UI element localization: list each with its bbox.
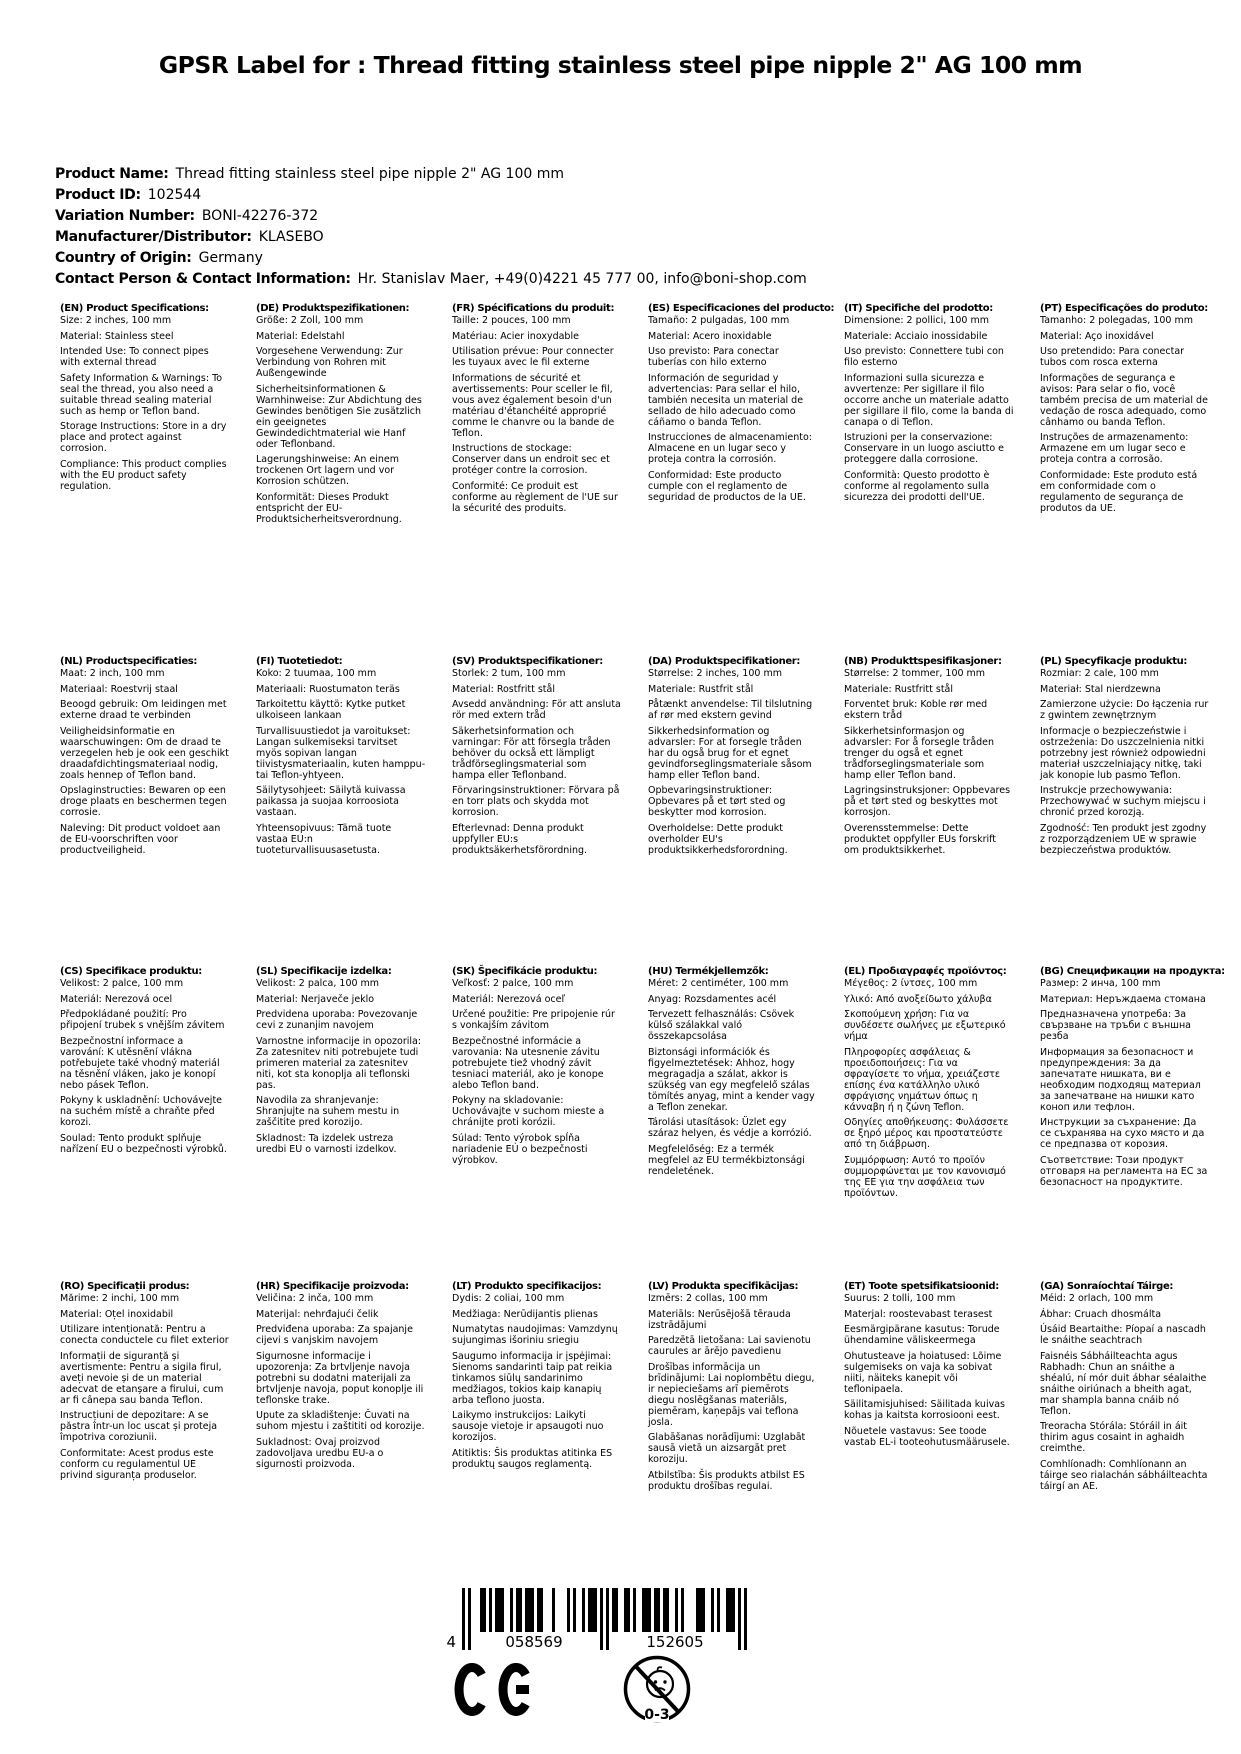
spec-block-hu — [648, 966, 818, 1181]
product-info-label: Product Name: — [55, 166, 169, 182]
spec-paragraphs — [452, 978, 622, 1166]
spec-block-el — [844, 966, 1014, 1203]
spec-paragraph: Rozmiar: 2 cale, 100 mm — [1040, 668, 1159, 679]
spec-paragraph: Megfelelőség: Ez a termék megfelel az EU termékbiztonsági rendeletének. — [648, 1143, 805, 1177]
spec-paragraph: Informations de sécurité et avertissements: Pour sceller le fil, vous avez également besoin d'un matériau d'étanchéité approprié comme le chanvre ou la bande de Teflon. — [452, 372, 615, 439]
spec-block-pt — [1040, 303, 1210, 518]
spec-paragraph: Velikost: 2 palce, 100 mm — [60, 978, 184, 989]
spec-paragraph: Naleving: Dit product voldoet aan de EU-voorschriften voor productveiligheid. — [60, 822, 221, 856]
spec-paragraph: Tamaño: 2 pulgadas, 100 mm — [648, 315, 790, 326]
spec-heading: (ES) Especificaciones del producto: — [648, 303, 835, 314]
product-info-row — [55, 248, 807, 269]
spec-paragraph: Istruzioni per la conservazione: Conservare in un luogo asciutto e proteggere dalla corrosione. — [844, 432, 1005, 465]
spec-paragraph: Материал: Неръждаема стомана — [1040, 993, 1206, 1005]
spec-paragraph: Säilytysohjeet: Säilytä kuivassa paikassa ja suojaa korroosiota vastaan. — [256, 785, 406, 818]
spec-paragraph: Glabāšanas norādījumi: Uzglabāt sausā vietā un aizsargāt pret koroziju. — [648, 1432, 806, 1465]
spec-paragraph: Soulad: Tento produkt splňuje nařízení EU o bezpečnosti výrobků. — [60, 1132, 227, 1155]
spec-paragraph: Instruções de armazenamento: Armazene em um lugar seco e proteja contra a corrosão. — [1040, 432, 1189, 465]
spec-block-pl — [1040, 656, 1210, 860]
spec-paragraph: Forventet bruk: Koble rør med ekstern tråd — [844, 699, 988, 721]
spec-paragraph: Nõuetele vastavus: See toode vastab EL-i tooteohutusmäärusele. — [844, 1425, 1010, 1448]
spec-heading: (ET) Toote spetsifikatsioonid: — [844, 1281, 999, 1292]
spec-block-sv — [452, 656, 622, 860]
spec-paragraph: Navodila za shranjevanje: Shranjujte na suhem mestu in zaščitite pred korozijo. — [256, 1095, 400, 1128]
spec-paragraph: Størrelse: 2 inches, 100 mm — [648, 668, 782, 679]
spec-paragraph: Maat: 2 inch, 100 mm — [60, 668, 165, 679]
spec-paragraphs — [256, 668, 426, 856]
spec-paragraph: Οδηγίες αποθήκευσης: Φυλάσσετε σε ξηρό μέρος και προστατεύστε από τη διάβρωση. — [844, 1117, 1009, 1150]
spec-paragraph: Anyag: Rozsdamentes acél — [648, 993, 777, 1005]
spec-block-es — [648, 303, 835, 507]
spec-paragraphs — [1040, 668, 1210, 856]
spec-paragraph: Beoogd gebruik: Om leidingen met externe draad te verbinden — [60, 699, 227, 721]
spec-paragraph: Dydis: 2 coliai, 100 mm — [452, 1293, 565, 1304]
spec-paragraph: Materiál: Nerezová ocel — [60, 993, 173, 1005]
spec-paragraph: Drošības informācija un brīdinājumi: Lai noplombētu diegu, ir nepieciešams arī piemērots diegu noslēgšanas materiāls, piemēram, kaņepājs vai teflona josla. — [648, 1361, 815, 1428]
spec-paragraph: Materiale: Rustfrit stål — [648, 683, 754, 695]
product-info-row — [55, 185, 807, 206]
spec-paragraph: Instrucțiuni de depozitare: A se păstra într-un loc uscat și proteja împotriva coroziunii. — [60, 1410, 218, 1443]
spec-paragraph: Avsedd användning: För att ansluta rör med extern tråd — [452, 699, 621, 721]
spec-paragraph: Säilitamisjuhised: Säilitada kuivas kohas ja kaitsta korrosiooni eest. — [844, 1399, 1005, 1421]
spec-heading: (EN) Product Specifications: — [60, 303, 209, 314]
spec-paragraph: Lagerungshinweise: An einem trockenen Ort lagern und vor Korrosion schützen. — [256, 454, 400, 487]
spec-paragraph: Compliance: This product complies with the EU product safety regulation. — [60, 458, 227, 492]
spec-paragraph: Méid: 2 orlach, 100 mm — [1040, 1293, 1154, 1304]
spec-paragraph: Matériau: Acier inoxydable — [452, 330, 579, 342]
spec-heading: (EL) Προδιαγραφές προϊόντος: — [844, 966, 1007, 977]
spec-paragraph: Koko: 2 tuumaa, 100 mm — [256, 668, 377, 679]
product-info-row — [55, 206, 807, 227]
spec-paragraph: Comhlíonadh: Comhlíonann an táirge seo rialachán sábháilteachta táirgí an AE. — [1040, 1458, 1208, 1492]
spec-paragraph: Numatytas naudojimas: Vamzdynų sujungimas išoriniu sriegiu — [452, 1324, 618, 1346]
product-info — [55, 164, 807, 290]
spec-paragraph: Lagringsinstruksjoner: Oppbevares på et tørt sted og beskyttes mot korrosjon. — [844, 785, 1011, 818]
spec-paragraph: Konformität: Dieses Produkt entspricht der EU-Produktsicherheitsverordnung. — [256, 491, 402, 525]
spec-paragraphs — [844, 1293, 1014, 1448]
spec-paragraph: Информация за безопасност и предупреждения: За да запечатате нишката, ви е необходим подходящ материал за запечатване на нишки като коноп или тефлон. — [1040, 1046, 1201, 1113]
product-info-value: Thread fitting stainless steel pipe nipple 2" AG 100 mm — [175, 166, 564, 182]
spec-heading: (BG) Спецификации на продукта: — [1040, 966, 1225, 977]
spec-paragraph: Materiał: Stal nierdzewna — [1040, 683, 1161, 695]
spec-paragraph: Uso previsto: Connettere tubi con filo esterno — [844, 346, 1004, 368]
spec-paragraph: Varnostne informacije in opozorila: Za zatesnitev niti potrebujete tudi primeren material za zatesnitev niti, kot sta konoplja ali teflonski pas. — [256, 1035, 422, 1091]
spec-paragraph: Material: Rostfritt stål — [452, 683, 555, 695]
spec-paragraph: Πληροφορίες ασφάλειας & προειδοποιήσεις: Για να σφραγίσετε το νήμα, χρειάζεστε επίσης ένα κατάλληλο υλικό σφράγισης νημάτων όπως η κάνναβη ή η ζώνη Teflon. — [844, 1046, 1000, 1113]
barcode-right-digits: 152605 — [646, 1633, 704, 1651]
spec-heading: (FR) Spécifications du produit: — [452, 303, 615, 314]
spec-grid — [60, 303, 1225, 1496]
spec-paragraph: Material: Oțel inoxidabil — [60, 1308, 174, 1320]
page-title: GPSR Label for : Thread fitting stainless steel pipe nipple 2" AG 100 mm — [158, 51, 1083, 79]
spec-paragraph: Paredzētā lietošana: Lai savienotu caurules ar ārējo pavedienu — [648, 1335, 811, 1357]
spec-block-it — [844, 303, 1014, 507]
spec-heading: (SL) Specifikacije izdelka: — [256, 966, 392, 977]
spec-paragraph: Veiligheidsinformatie en waarschuwingen: Om de draad te verzegelen heb je ook een geschikt draadafdichtingsmateriaal nodig, zoals hennep of Teflon band. — [60, 725, 229, 781]
spec-paragraph: Izmērs: 2 collas, 100 mm — [648, 1293, 768, 1304]
spec-paragraph: Biztonsági információk és figyelmeztetések: Ahhoz, hogy megragadja a szálat, akkor is szükség van egy megfelelő szálas tömítés anyag, mint a kender vagy a Teflon zenekar. — [648, 1046, 815, 1113]
spec-paragraph: Upute za skladištenje: Čuvati na suhom mjestu i zaštititi od korozije. — [256, 1410, 425, 1432]
spec-paragraph: Utilizare intenționată: Pentru a conecta conductele cu filet exterior — [60, 1324, 229, 1346]
spec-paragraph: Overensstemmelse: Dette produktet oppfyller EUs forskrift om produktsikkerhet. — [844, 822, 997, 856]
spec-paragraph: Conformità: Questo prodotto è conforme al regolamento sulla sicurezza dei prodotti dell'UE. — [844, 469, 990, 503]
spec-block-lv — [648, 1281, 818, 1496]
spec-paragraph: Size: 2 inches, 100 mm — [60, 315, 172, 326]
spec-paragraph: Instrukcje przechowywania: Przechowywać w suchym miejscu i chronić przed korozją. — [1040, 785, 1206, 818]
spec-heading: (LT) Produkto specifikacijos: — [452, 1281, 602, 1292]
spec-paragraph: Tárolási utasítások: Üzlet egy száraz helyen, és védje a korrózió. — [648, 1117, 812, 1139]
spec-block-nb — [844, 656, 1014, 860]
spec-paragraph: Taille: 2 pouces, 100 mm — [452, 315, 571, 326]
spec-paragraphs — [844, 668, 1014, 856]
spec-heading: (NB) Produkttspesifikasjoner: — [844, 656, 1002, 667]
spec-paragraph: Tamanho: 2 polegadas, 100 mm — [1040, 315, 1193, 326]
spec-paragraph: Informações de segurança e avisos: Para selar o fio, você também precisa de um material de vedação de rosca adequado, como cânhamo ou banda Teflon. — [1040, 372, 1208, 428]
spec-paragraphs — [648, 978, 818, 1177]
spec-paragraph: Material: Acero inoxidable — [648, 330, 772, 342]
product-info-value: KLASEBO — [258, 229, 324, 245]
spec-paragraph: Material: Edelstahl — [256, 330, 345, 342]
spec-paragraphs — [648, 1293, 818, 1492]
age-warning-0-3-icon — [622, 1654, 692, 1726]
spec-paragraph: Bezpečnostné informácie a varovania: Na utesnenie závitu potrebujete tiež vhodný závit tesniaci materiál, ako je konope alebo Teflon band. — [452, 1035, 604, 1091]
spec-heading: (DA) Produktspecifikationer: — [648, 656, 801, 667]
product-info-label: Contact Person & Contact Information: — [55, 271, 351, 287]
spec-paragraph: Súlad: Tento výrobok spĺňa nariadenie EÚ o bezpečnosti výrobkov. — [452, 1132, 588, 1166]
spec-paragraph: Pokyny na skladovanie: Uchovávajte v suchom mieste a chránijte proti korózii. — [452, 1095, 605, 1128]
spec-heading: (HR) Specifikacije proizvoda: — [256, 1281, 409, 1292]
spec-paragraph: Safety Information & Warnings: To seal the thread, you also need a suitable thread sealing material such as hemp or Teflon band. — [60, 372, 223, 417]
product-info-value: BONI-42276-372 — [201, 208, 319, 224]
spec-paragraphs — [60, 1293, 230, 1481]
spec-paragraph: Laikymo instrukcijos: Laikyti sausoje vietoje ir apsaugoti nuo korozijos. — [452, 1410, 604, 1443]
spec-block-lt — [452, 1281, 622, 1474]
spec-paragraph: Инструкции за съхранение: Да се съхранява на сухо място и да се предпазва от корозия. — [1040, 1117, 1205, 1150]
spec-heading: (PT) Especificações do produto: — [1040, 303, 1208, 314]
spec-paragraph: Méret: 2 centiméter, 100 mm — [648, 978, 789, 989]
spec-paragraph: Sukladnost: Ovaj proizvod zadovoljava uredbu EU-a o sigurnosti proizvoda. — [256, 1436, 384, 1470]
spec-paragraph: Conformidad: Este producto cumple con el reglamento de seguridad de productos de la UE. — [648, 469, 806, 503]
spec-paragraph: Bezpečnostní informace a varování: K utěsnění vlákna potřebujete také vhodný materiál na těsnění vláken, jako je konopí nebo pásek Teflon. — [60, 1035, 220, 1091]
spec-paragraph: Materiale: Acciaio inossidabile — [844, 330, 988, 342]
spec-block-en — [60, 303, 230, 496]
spec-block-cs — [60, 966, 230, 1159]
spec-paragraph: Materijal: nehrđajući čelik — [256, 1308, 379, 1320]
spec-paragraph: Úsáid Beartaithe: Píopaí a nascadh le snáithe seachtrach — [1040, 1324, 1206, 1346]
spec-paragraph: Informații de siguranță și avertismente: Pentru a sigila firul, aveți nevoie și de un material adecvat de etanșare a firului, cum ar fi cânepa sau banda Teflon. — [60, 1350, 224, 1406]
spec-heading: (HU) Termékjellemzők: — [648, 966, 769, 977]
spec-paragraphs — [1040, 1293, 1210, 1492]
ce-mark-icon — [452, 1662, 530, 1718]
spec-paragraph: Storage Instructions: Store in a dry place and protect against corrosion. — [60, 421, 227, 454]
spec-paragraph: Storlek: 2 tum, 100 mm — [452, 668, 566, 679]
product-info-value: Hr. Stanislav Maer, +49(0)4221 45 777 00, info@boni-shop.com — [357, 271, 807, 287]
spec-block-de — [256, 303, 426, 529]
spec-paragraph: Μέγεθος: 2 ίντσες, 100 mm — [844, 978, 978, 989]
spec-paragraph: Förvaringsinstruktioner: Förvara på en torr plats och skydda mot korrosion. — [452, 785, 620, 818]
spec-paragraph: Materiaali: Ruostumaton teräs — [256, 683, 400, 695]
spec-block-hr — [256, 1281, 426, 1474]
spec-paragraph: Tervezett felhasználás: Csövek külső szálakkal való összekapcsolása — [648, 1009, 795, 1042]
spec-paragraph: Información de seguridad y advertencias: Para sellar el hilo, también necesita un material de sellado de hilo adecuado como cáñamo o banda Teflon. — [648, 372, 804, 428]
spec-block-bg — [1040, 966, 1225, 1192]
spec-paragraph: Размер: 2 инча, 100 mm — [1040, 978, 1161, 989]
spec-paragraph: Efterlevnad: Denna produkt uppfyller EU:s produktsäkerhetsförordning. — [452, 822, 588, 856]
spec-paragraph: Påtænkt anvendelse: Til tilslutning af rør med ekstern gevind — [648, 699, 813, 721]
spec-heading: (SV) Produktspecifikationer: — [452, 656, 603, 667]
spec-paragraph: Intended Use: To connect pipes with external thread — [60, 346, 209, 368]
spec-block-ga — [1040, 1281, 1210, 1496]
spec-paragraph: Υλικό: Από ανοξείδωτο χάλυβα — [844, 993, 992, 1005]
spec-block-sl — [256, 966, 426, 1159]
product-info-label: Variation Number: — [55, 208, 195, 224]
spec-paragraph: Overholdelse: Dette produkt overholder EU's produktsikkerhedsforordning. — [648, 822, 788, 856]
spec-paragraph: Určené použitie: Pre pripojenie rúr s vonkajším závitom — [452, 1009, 615, 1031]
spec-paragraph: Συμμόρφωση: Αυτό το προϊόν συμμορφώνεται με τον κανονισμό της ΕΕ για την ασφάλεια των προϊόντων. — [844, 1154, 1006, 1199]
spec-paragraph: Vorgesehene Verwendung: Zur Verbindung von Rohren mit Außengewinde — [256, 346, 403, 379]
spec-paragraph: Opbevaringsinstruktioner: Opbevares på et tørt sted og beskytter mod korrosion. — [648, 785, 786, 818]
spec-block-ro — [60, 1281, 230, 1485]
product-info-row — [55, 164, 807, 185]
spec-paragraph: Sikkerhetsinformasjon og advarsler: For å forsegle tråden trenger du også et egnet trådforseglingsmateriale som hamp eller Teflon band. — [844, 725, 995, 781]
spec-paragraph: Atbilstība: Šis produkts atbilst ES produktu drošības regulai. — [648, 1469, 805, 1492]
spec-heading: (RO) Specificații produs: — [60, 1281, 190, 1292]
ean13-barcode — [446, 1588, 747, 1654]
spec-paragraph: Materiale: Rustfritt stål — [844, 683, 954, 695]
spec-paragraph: Veličina: 2 inča, 100 mm — [256, 1293, 374, 1304]
spec-heading: (PL) Specyfikacje produktu: — [1040, 656, 1188, 667]
spec-paragraph: Größe: 2 Zoll, 100 mm — [256, 315, 364, 326]
spec-paragraphs — [256, 1293, 426, 1470]
barcode-lead-digit: 4 — [446, 1633, 456, 1651]
spec-paragraphs — [60, 978, 230, 1155]
age-warning-label: 0-3 — [644, 1707, 670, 1723]
spec-block-fr — [452, 303, 622, 518]
spec-paragraph: Suurus: 2 tolli, 100 mm — [844, 1293, 956, 1304]
product-info-label: Country of Origin: — [55, 250, 192, 266]
spec-heading: (CS) Specifikace produktu: — [60, 966, 202, 977]
spec-heading: (IT) Specifiche del prodotto: — [844, 303, 993, 314]
spec-paragraph: Předpokládané použití: Pro připojení trubek s vnějším závitem — [60, 1009, 225, 1031]
spec-paragraph: Saugumo informacija ir įspėjimai: Sienoms sandarinti taip pat reikia tinkamos siūlų sandarinimo medžiagos, tokios kaip kanapių arba teflono juosta. — [452, 1350, 613, 1406]
spec-paragraph: Ábhar: Cruach dhosmálta — [1040, 1308, 1162, 1320]
spec-paragraph: Zgodność: Ten produkt jest zgodny z rozporządzeniem UE w sprawie bezpieczeństwa produktów. — [1040, 822, 1207, 856]
product-info-label: Manufacturer/Distributor: — [55, 229, 252, 245]
spec-block-fi — [256, 656, 426, 860]
spec-block-nl — [60, 656, 230, 860]
spec-paragraph: Conformitate: Acest produs este conform cu regulamentul UE privind siguranța produselor. — [60, 1447, 214, 1481]
spec-paragraph: Veľkosť: 2 palce, 100 mm — [452, 978, 574, 989]
spec-paragraph: Material: Aço inoxidável — [1040, 330, 1154, 342]
spec-paragraphs — [648, 668, 818, 856]
spec-heading: (FI) Tuotetiedot: — [256, 656, 343, 667]
spec-paragraph: Mărime: 2 inchi, 100 mm — [60, 1293, 180, 1304]
spec-paragraph: Yhteensopivuus: Tämä tuote vastaa EU:n tuoteturvallisuusasetusta. — [256, 822, 392, 856]
spec-paragraph: Predvidena uporaba: Povezovanje cevi z zunanjim navojem — [256, 1009, 418, 1031]
spec-paragraph: Treoracha Stórála: Stóráil in áit thirim agus cosaint in aghaidh creimthe. — [1040, 1421, 1188, 1454]
spec-paragraphs — [1040, 315, 1210, 514]
spec-paragraph: Zamierzone użycie: Do łączenia rur z gwintem zewnętrznym — [1040, 699, 1209, 721]
spec-paragraph: Medžiaga: Nerūdijantis plienas — [452, 1308, 598, 1320]
spec-paragraph: Sigurnosne informacije i upozorenja: Za brtvljenje navoja potrebni su dodatni materijali za brtvljenje navoja, poput konoplje ili teflonske trake. — [256, 1350, 424, 1406]
spec-paragraphs — [648, 315, 818, 503]
spec-paragraph: Ohutusteave ja hoiatused: Lõime sulgemiseks on vaja ka sobivat niiti, näiteks kanepit või teflonipaela. — [844, 1350, 1002, 1395]
spec-paragraph: Opslaginstructies: Bewaren op een droge plaats en beschermen tegen corrosie. — [60, 785, 227, 818]
spec-paragraph: Tarkoitettu käyttö: Kytke putket ulkoiseen lankaan — [256, 699, 406, 721]
spec-paragraphs — [256, 978, 426, 1155]
spec-paragraph: Σκοπούμενη χρήση: Για να συνδέσετε σωλήνες με εξωτερικό νήμα — [844, 1009, 1006, 1042]
product-info-label: Product ID: — [55, 187, 141, 203]
spec-paragraph: Størrelse: 2 tommer, 100 mm — [844, 668, 986, 679]
spec-paragraph: Säkerhetsinformation och varningar: För att försegla tråden behöver du också ett lämpligt trådförseglingsmaterial som hampa eller Teflonband. — [452, 725, 611, 781]
spec-paragraphs — [452, 1293, 622, 1470]
barcode-left-digits: 058569 — [505, 1633, 563, 1651]
spec-paragraph: Съответствие: Този продукт отговаря на регламента на ЕС за безопасност на продуктите. — [1040, 1154, 1208, 1188]
spec-paragraphs — [452, 668, 622, 856]
spec-heading: (NL) Productspecificaties: — [60, 656, 198, 667]
spec-paragraph: Turvallisuustiedot ja varoitukset: Langan sulkemiseksi tarvitset myös sopivan langan tiivistysmateriaalin, kuten hamppu- tai Teflon-yhtyeen. — [256, 725, 426, 781]
spec-paragraph: Uso pretendido: Para conectar tubos com rosca externa — [1040, 346, 1185, 368]
spec-paragraph: Materiāls: Nerūsējošā tērauda izstrādājumi — [648, 1308, 791, 1331]
spec-paragraph: Utilisation prévue: Pour connecter les tuyaux avec le fil externe — [452, 346, 614, 368]
spec-paragraphs — [844, 315, 1014, 503]
spec-paragraph: Предназначена употреба: За свързване на тръби с външна резба — [1040, 1009, 1191, 1042]
spec-paragraph: Informacje o bezpieczeństwie i ostrzeżenia: Do uszczelnienia nitki potrzebny jest również odpowiedni materiał uszczelniający nitkę, taki jak konopie lub pasmo Teflon. — [1040, 725, 1206, 781]
spec-block-da — [648, 656, 818, 860]
spec-paragraph: Material: Stainless steel — [60, 330, 174, 342]
spec-paragraph: Predviđena uporaba: Za spajanje cijevi s vanjskim navojem — [256, 1324, 413, 1346]
spec-block-sk — [452, 966, 622, 1170]
product-info-value: Germany — [198, 250, 263, 266]
spec-paragraph: Velikost: 2 palca, 100 mm — [256, 978, 380, 989]
spec-paragraphs — [844, 978, 1014, 1199]
spec-paragraph: Materiaal: Roestvrij staal — [60, 683, 178, 695]
spec-heading: (LV) Produkta specifikācijas: — [648, 1281, 799, 1292]
product-info-value: 102544 — [147, 187, 202, 203]
spec-paragraphs — [60, 315, 230, 492]
spec-heading: (GA) Sonraíochtaí Táirge: — [1040, 1281, 1174, 1292]
spec-heading: (SK) Špecifikácie produktu: — [452, 966, 598, 977]
spec-paragraph: Dimensione: 2 pollici, 100 mm — [844, 315, 989, 326]
spec-paragraphs — [1040, 978, 1210, 1188]
spec-paragraph: Material: Nerjaveče jeklo — [256, 993, 375, 1005]
spec-paragraphs — [452, 315, 622, 514]
spec-paragraph: Conformité: Ce produit est conforme au règlement de l'UE sur la sécurité des produits. — [452, 480, 618, 514]
spec-paragraph: Informazioni sulla sicurezza e avvertenze: Per sigillare il filo occorre anche un materiale adatto per sigillare il filo, come la banda di canapa o di Teflon. — [844, 372, 1014, 428]
spec-paragraph: Skladnost: Ta izdelek ustreza uredbi EU o varnosti izdelkov. — [256, 1132, 397, 1155]
product-info-row — [55, 269, 807, 290]
spec-paragraph: Instructions de stockage: Conserver dans un endroit sec et protéger contre la corrosion. — [452, 443, 610, 476]
spec-block-et — [844, 1281, 1014, 1452]
spec-paragraph: Atitiktis: Šis produktas atitinka ES produktų saugos reglamentą. — [452, 1447, 613, 1470]
spec-paragraph: Pokyny k uskladnění: Uchovávejte na suchém místě a chraňte před korozi. — [60, 1095, 223, 1128]
product-info-row — [55, 227, 807, 248]
spec-paragraph: Materjal: roostevabast terasest — [844, 1308, 993, 1320]
spec-paragraph: Sicherheitsinformationen & Warnhinweise: Zur Abdichtung des Gewindes benötigen Sie zusätzlich ein geeignetes Gewindedichtmaterial wie Hanf oder Teflonband. — [256, 383, 422, 450]
spec-paragraph: Eesmärgipärane kasutus: Torude ühendamine väliskeermega — [844, 1324, 1000, 1346]
spec-paragraph: Faisnéis Sábháilteachta agus Rabhadh: Chun an snáithe a shéalú, ní mór duit ábhar séalaithe snáithe oiriúnach a bheith agat, mar shampla banna cnáib nó Teflon. — [1040, 1350, 1207, 1417]
spec-paragraphs — [60, 668, 230, 856]
spec-paragraphs — [256, 315, 426, 525]
spec-paragraph: Sikkerhedsinformation og advarsler: For at forsegle tråden har du også brug for et egnet gevindforseglingsmateriale såsom hamp eller Teflon band. — [648, 725, 812, 781]
spec-heading: (DE) Produktspezifikationen: — [256, 303, 410, 314]
spec-paragraph: Uso previsto: Para conectar tuberías con hilo externo — [648, 346, 779, 368]
spec-paragraph: Instrucciones de almacenamiento: Almacene en un lugar seco y proteja contra la corrosión. — [648, 432, 812, 465]
spec-paragraph: Materiál: Nerezová oceľ — [452, 993, 566, 1005]
spec-paragraph: Conformidade: Este produto está em conformidade com o regulamento de segurança de produtos da UE. — [1040, 469, 1198, 514]
